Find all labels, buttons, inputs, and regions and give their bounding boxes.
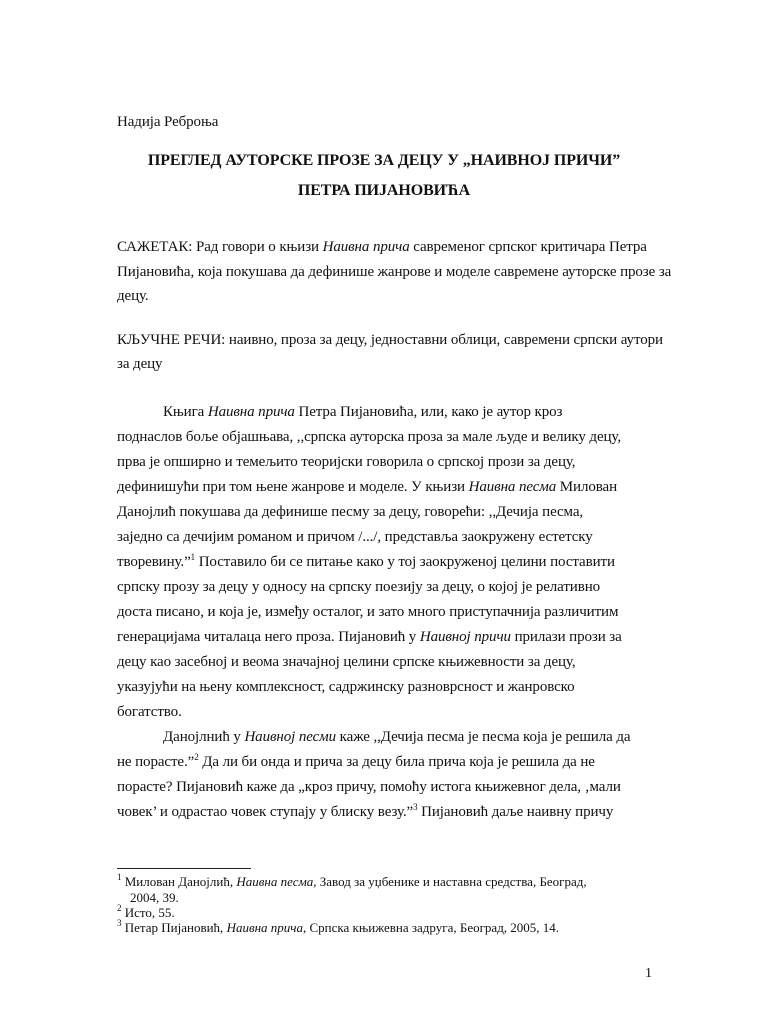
footnote-ref[interactable]: 2 — [194, 752, 199, 762]
footnote-text: , Завод за уџбенике и наставна средства, Београд, — [313, 874, 587, 889]
footnote-number: 1 — [117, 872, 122, 882]
body-text: Петра Пијановића, или, како је аутор кроз — [294, 404, 563, 420]
body-text: генерацијама читалаца него проза. Пијановић у — [117, 629, 420, 645]
footnote-divider — [117, 868, 251, 869]
footnote-ref[interactable]: 1 — [190, 552, 196, 562]
footnote-ref[interactable]: 3 — [413, 802, 418, 812]
body-text: човек’ и одрастао човек ступају у блиску везу.” — [117, 804, 414, 820]
body-text: српску прозу за децу у односу на српску поезију за децу, о којој је релативно — [117, 579, 601, 595]
abstract-text: САЖЕТАК: Рад говори о књизи — [117, 239, 323, 255]
footnote-2 — [117, 905, 175, 920]
footnote-3 — [117, 920, 559, 935]
footnote-text: Исто, 55. — [121, 905, 175, 920]
footnote-1 — [117, 874, 587, 889]
body-text: творевину.” — [117, 554, 191, 570]
body-text: каже ,,Дечија песма је песма која је решила да — [336, 729, 631, 745]
book-title: Наивна прича — [207, 404, 295, 420]
keywords-text: КЉУЧНЕ РЕЧИ: наивно, проза за децу, једноставни облици, савремени српски аутори — [117, 332, 663, 348]
body-text: Данојлнић у — [163, 729, 245, 745]
body-text: указујући на њену комплексност, садржинску разноврсност и жанровско — [117, 679, 575, 695]
body-text: Пијановић даље наивну причу — [417, 804, 614, 820]
body-text: Да ли би онда и прича за децу била прича која је решила да не — [198, 754, 595, 770]
book-title: Наивна прича — [226, 920, 303, 935]
body-text: Књига — [163, 404, 208, 420]
body-text: поднаслов боље објашњава, ,,српска ауторска проза за мале људе и велику децу, — [117, 429, 621, 445]
book-title: Наивна песма — [236, 874, 314, 889]
body-text: богатство. — [117, 704, 182, 720]
keywords-text: за децу — [117, 356, 163, 372]
body-text: доста писано, и која је, између осталог, и зато много приступачнија различитим — [117, 604, 619, 620]
abstract-text: савременог српског критичара Петра — [409, 239, 647, 255]
body-text: дефинишући при том њене жанрове и моделе. У књизи — [117, 479, 469, 495]
book-title: Наивна песма — [468, 479, 557, 495]
footnote-text: Петар Пијановић, — [121, 920, 227, 935]
footnote-number: 3 — [117, 918, 122, 928]
footnote-text: Милован Данојлић, — [121, 874, 237, 889]
footnote-number: 2 — [117, 903, 122, 913]
body-text: децу као засебној и веома значајној целини српске књижевности за децу, — [117, 654, 576, 670]
abstract-text: Пијановића, која покушава да дефинише жанрове и моделе савремене ауторске прозе за — [117, 264, 672, 280]
body-text: прилази прози за — [510, 629, 622, 645]
body-text: заједно са дечијим романом и причом /.../, представља заокружену естетску — [117, 529, 593, 545]
book-title: Наивној песми — [244, 729, 337, 745]
page-number: 1 — [645, 966, 652, 981]
book-title: Наивној причи — [419, 629, 511, 645]
book-title: Наивна прича — [322, 239, 410, 255]
body-text: Милован — [556, 479, 618, 495]
body-text: Поставило би се питање како у тој заокруженој целини поставити — [195, 554, 615, 570]
paper-title-line-1: ПРЕГЛЕД АУТОРСКЕ ПРОЗЕ ЗА ДЕЦУ У „НАИВНОЈ ПРИЧИ” — [147, 152, 621, 169]
footnote-1-continuation: 2004, 39. — [130, 890, 179, 905]
paper-title-line-2: ПЕТРА ПИЈАНОВИЋА — [297, 182, 471, 199]
abstract-text: децу. — [117, 288, 149, 304]
body-text: Данојлић покушава да дефинише песму за децу, говорећи: ,,Дечија песма, — [117, 504, 584, 520]
author-name: Надија Реброња — [117, 114, 219, 130]
body-text: прва је опширно и темељито теоријски говорила о српској прози за децу, — [117, 454, 576, 470]
footnote-text: , Српска књижевна задруга, Београд, 2005, 14. — [303, 920, 560, 935]
body-text: порасте? Пијановић каже да „кроз причу, помоћу истога књижевног дела, ‚мали — [117, 779, 621, 795]
body-text: не порасте.” — [117, 754, 195, 770]
